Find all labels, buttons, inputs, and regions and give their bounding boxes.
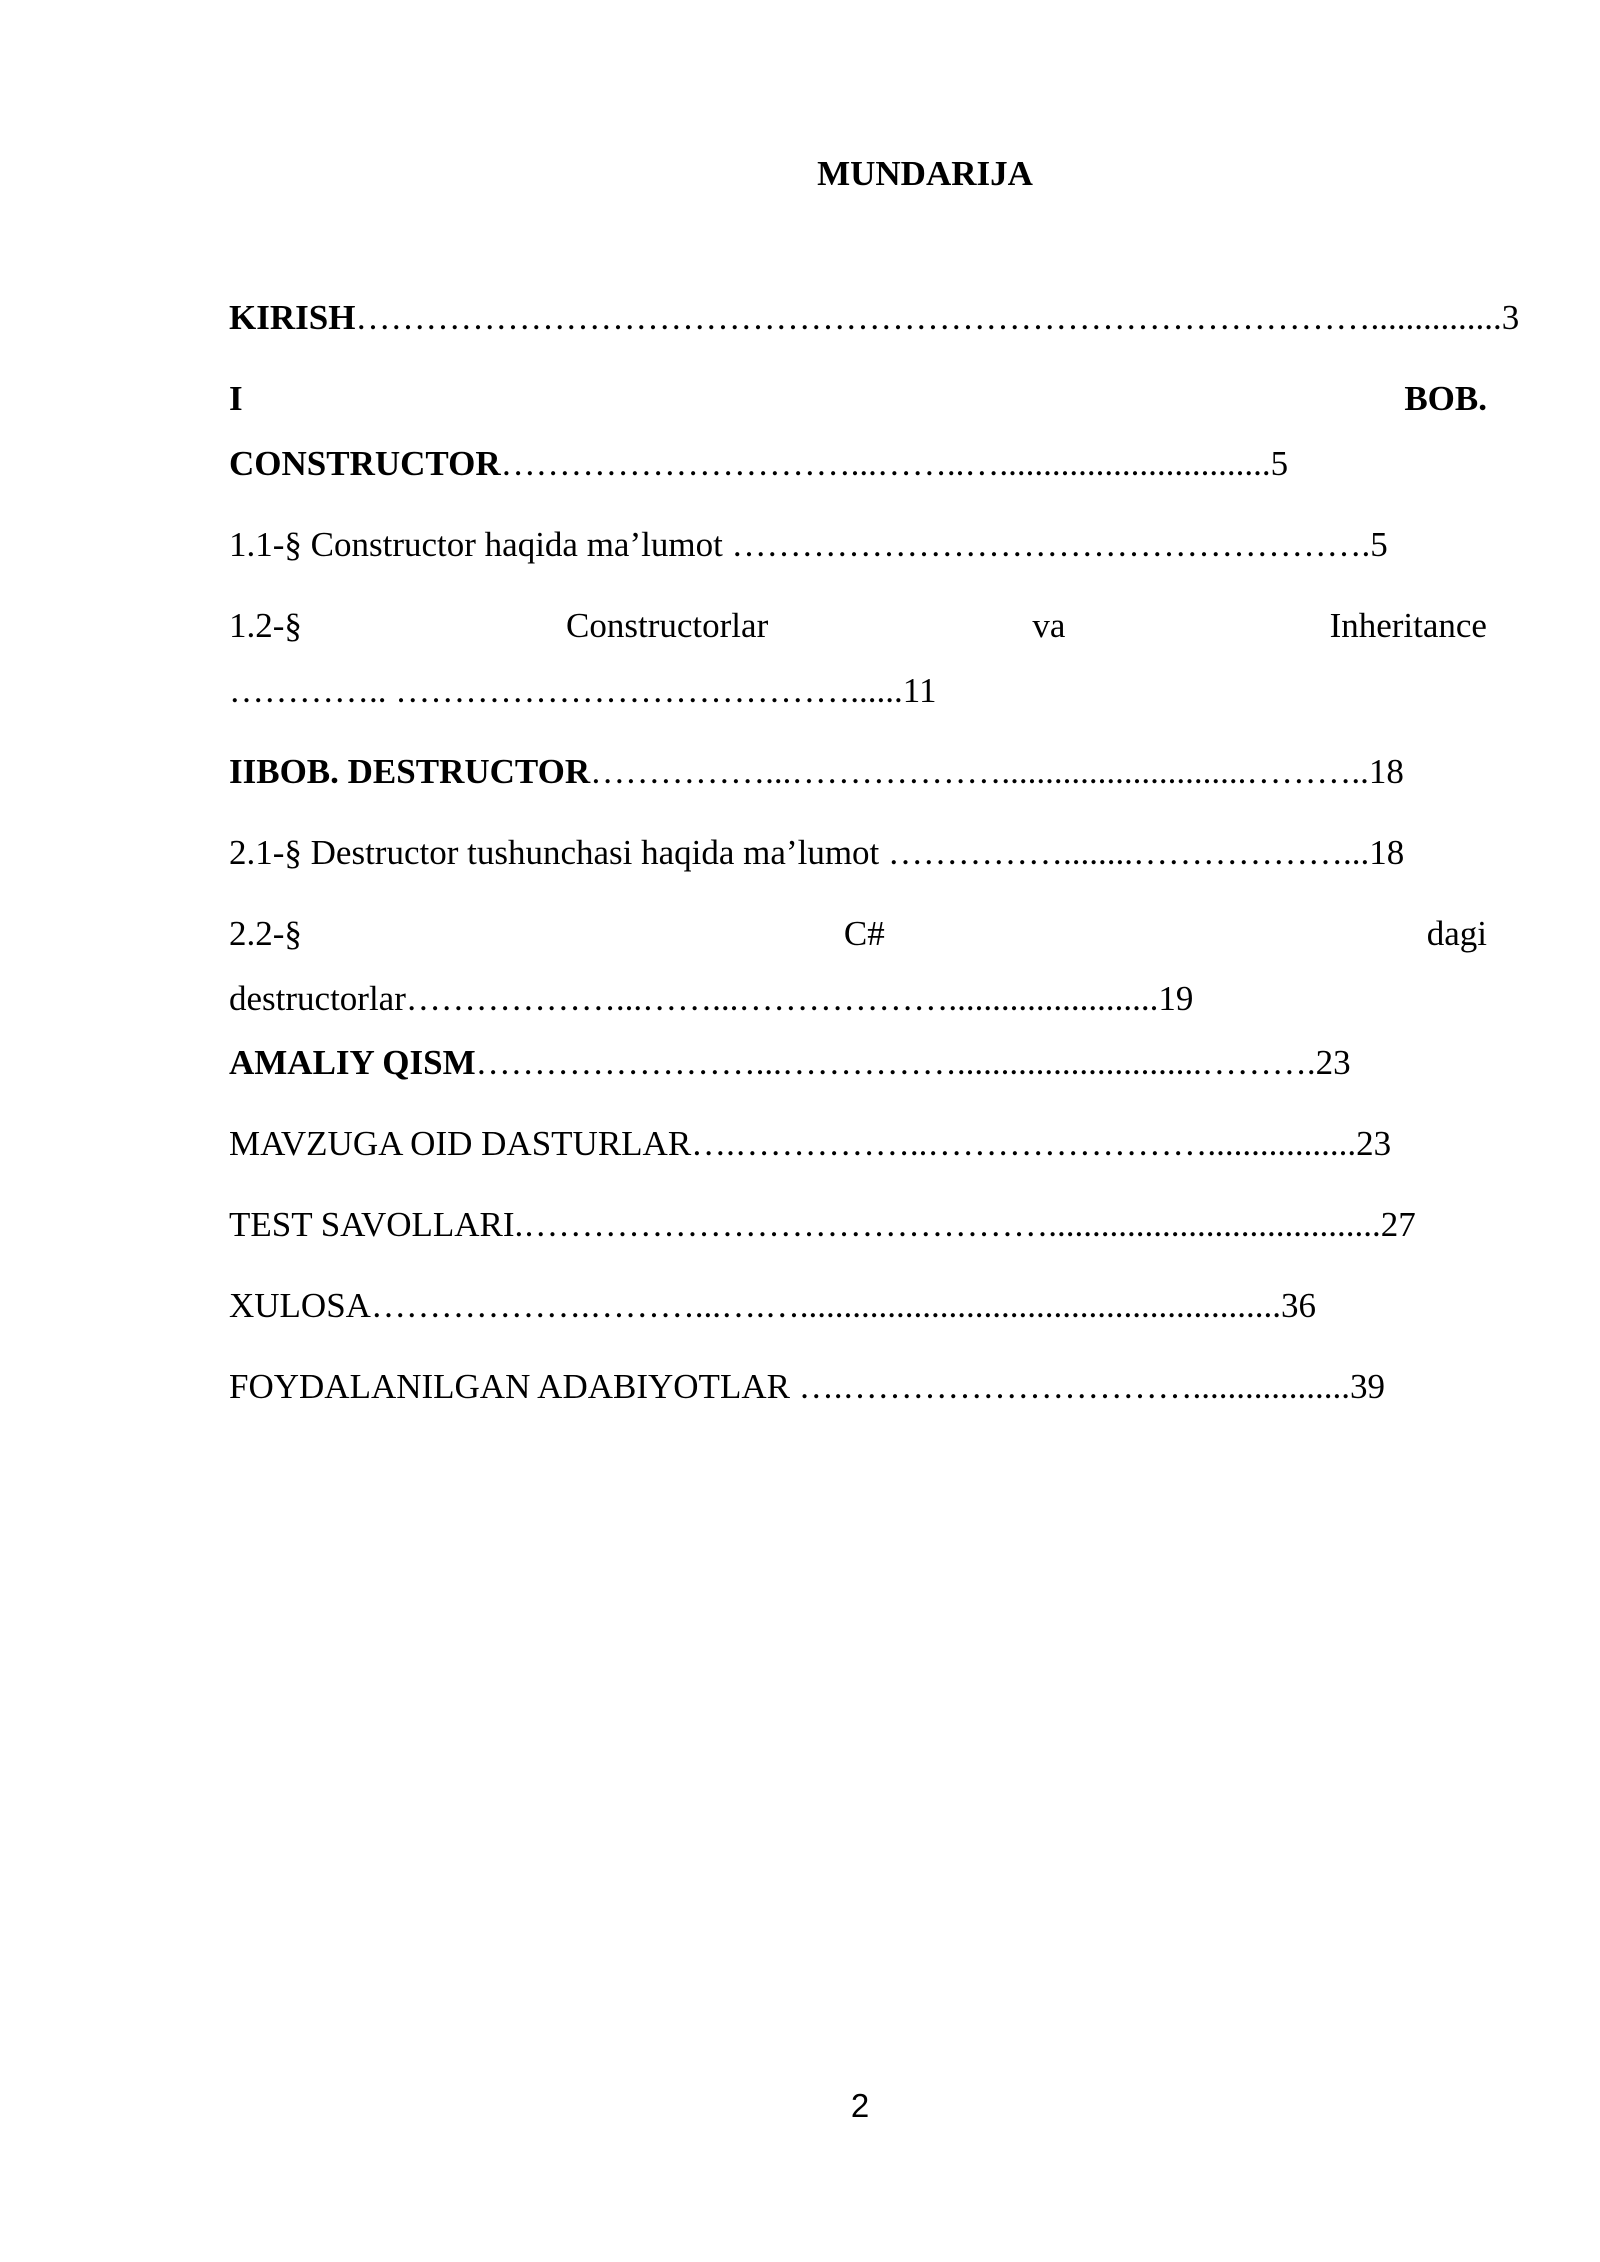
toc-word: C# [843,914,885,953]
toc-label: 2.1-§ Destructor tushunchasi haqida ma’lumot [229,833,880,872]
page-title: MUNDARIJA [817,154,1033,193]
toc-word: dagi [1426,914,1487,953]
toc-leader: ….………………………….................. [789,1367,1350,1406]
toc-page-number: 5 [1370,525,1388,564]
toc-page-number: 36 [1280,1286,1316,1325]
toc-page-number: 23 [1356,1124,1392,1163]
toc-page-number: 19 [1158,979,1194,1018]
toc-entry-bob2[interactable] [229,750,1487,794]
toc-label: TEST SAVOLLARI. [229,1205,524,1244]
toc-word: va [1032,606,1066,645]
toc-entry-2-2-heading[interactable] [229,912,1487,956]
toc-page-number: 27 [1380,1205,1416,1244]
page-number: 2 [850,2087,870,2124]
toc-word: BOB. [1404,379,1487,418]
toc-leader: ……………….………...….…....................................................... [370,1286,1281,1325]
toc-label: AMALIY QISM [229,1043,476,1082]
toc-page-number: 5 [1270,444,1289,483]
toc-label: destructorlar [229,979,406,1018]
toc-label: 1.1-§ Constructor haqida ma’lumot [229,525,723,564]
toc-entry-2-1[interactable] [229,831,1487,875]
toc-label: CONSTRUCTOR [229,444,501,483]
toc-leader: ……………………...……………............................……… [475,1043,1307,1082]
toc-leader: ………….. …………………………………...... [229,671,903,710]
toc-entry-foydalanilgan-adabiyotlar[interactable] [229,1365,1487,1409]
toc-label: KIRISH [229,298,356,337]
toc-label: XULOSA [229,1286,371,1325]
toc-entry-xulosa[interactable] [229,1284,1487,1328]
toc-entry-1-2-heading[interactable] [229,604,1487,648]
toc-word: Inheritance [1329,606,1487,645]
toc-page-number: 39 [1349,1367,1385,1406]
toc-entry-bob1[interactable] [229,442,1487,486]
toc-entry-test-savollari[interactable] [229,1203,1487,1247]
toc-entry-1-1[interactable] [229,523,1487,567]
toc-leader: ………………………………………………. [722,525,1371,564]
toc-leader: ….……………..……………………................. [691,1124,1357,1163]
toc-word: 2.2-§ [229,914,302,953]
toc-label: MAVZUGA OID DASTURLAR [229,1124,692,1163]
toc-entry-1-2[interactable] [229,669,1487,713]
toc-leader: ………………...……...………………........................ [405,979,1159,1018]
toc-page-number: 3 [1501,298,1520,337]
toc-leader: ……………........………………... [879,833,1370,872]
toc-leader: ………………………………………...................................... [523,1205,1381,1244]
toc-page-number: 18 [1369,833,1405,872]
toc-page-number: .23 [1306,1043,1351,1082]
toc-word: Constructorlar [566,606,769,645]
toc-leader: ……………...………………............................……….. [590,752,1369,791]
toc-label: IIBOB. DESTRUCTOR [229,752,591,791]
toc-entry-2-2[interactable] [229,977,1487,1021]
toc-label: FOYDALANILGAN ADABIYOTLAR [229,1367,790,1406]
toc-page-number: 18 [1368,752,1404,791]
toc-entry-bob1-heading[interactable] [229,377,1487,421]
toc-word: 1.2-§ [229,606,302,645]
toc-entry-mavzuga-oid-dasturlar[interactable] [229,1122,1487,1166]
toc-entry-kirish[interactable] [229,296,1520,340]
toc-leader: …………………………...……..…............................... [500,444,1271,483]
toc-page-number: 11 [902,671,937,710]
toc-leader: ……………………………………………………………………………............... [355,298,1502,337]
toc-word: I [229,379,243,418]
toc-entry-amaliy-qism[interactable] [229,1041,1487,1085]
